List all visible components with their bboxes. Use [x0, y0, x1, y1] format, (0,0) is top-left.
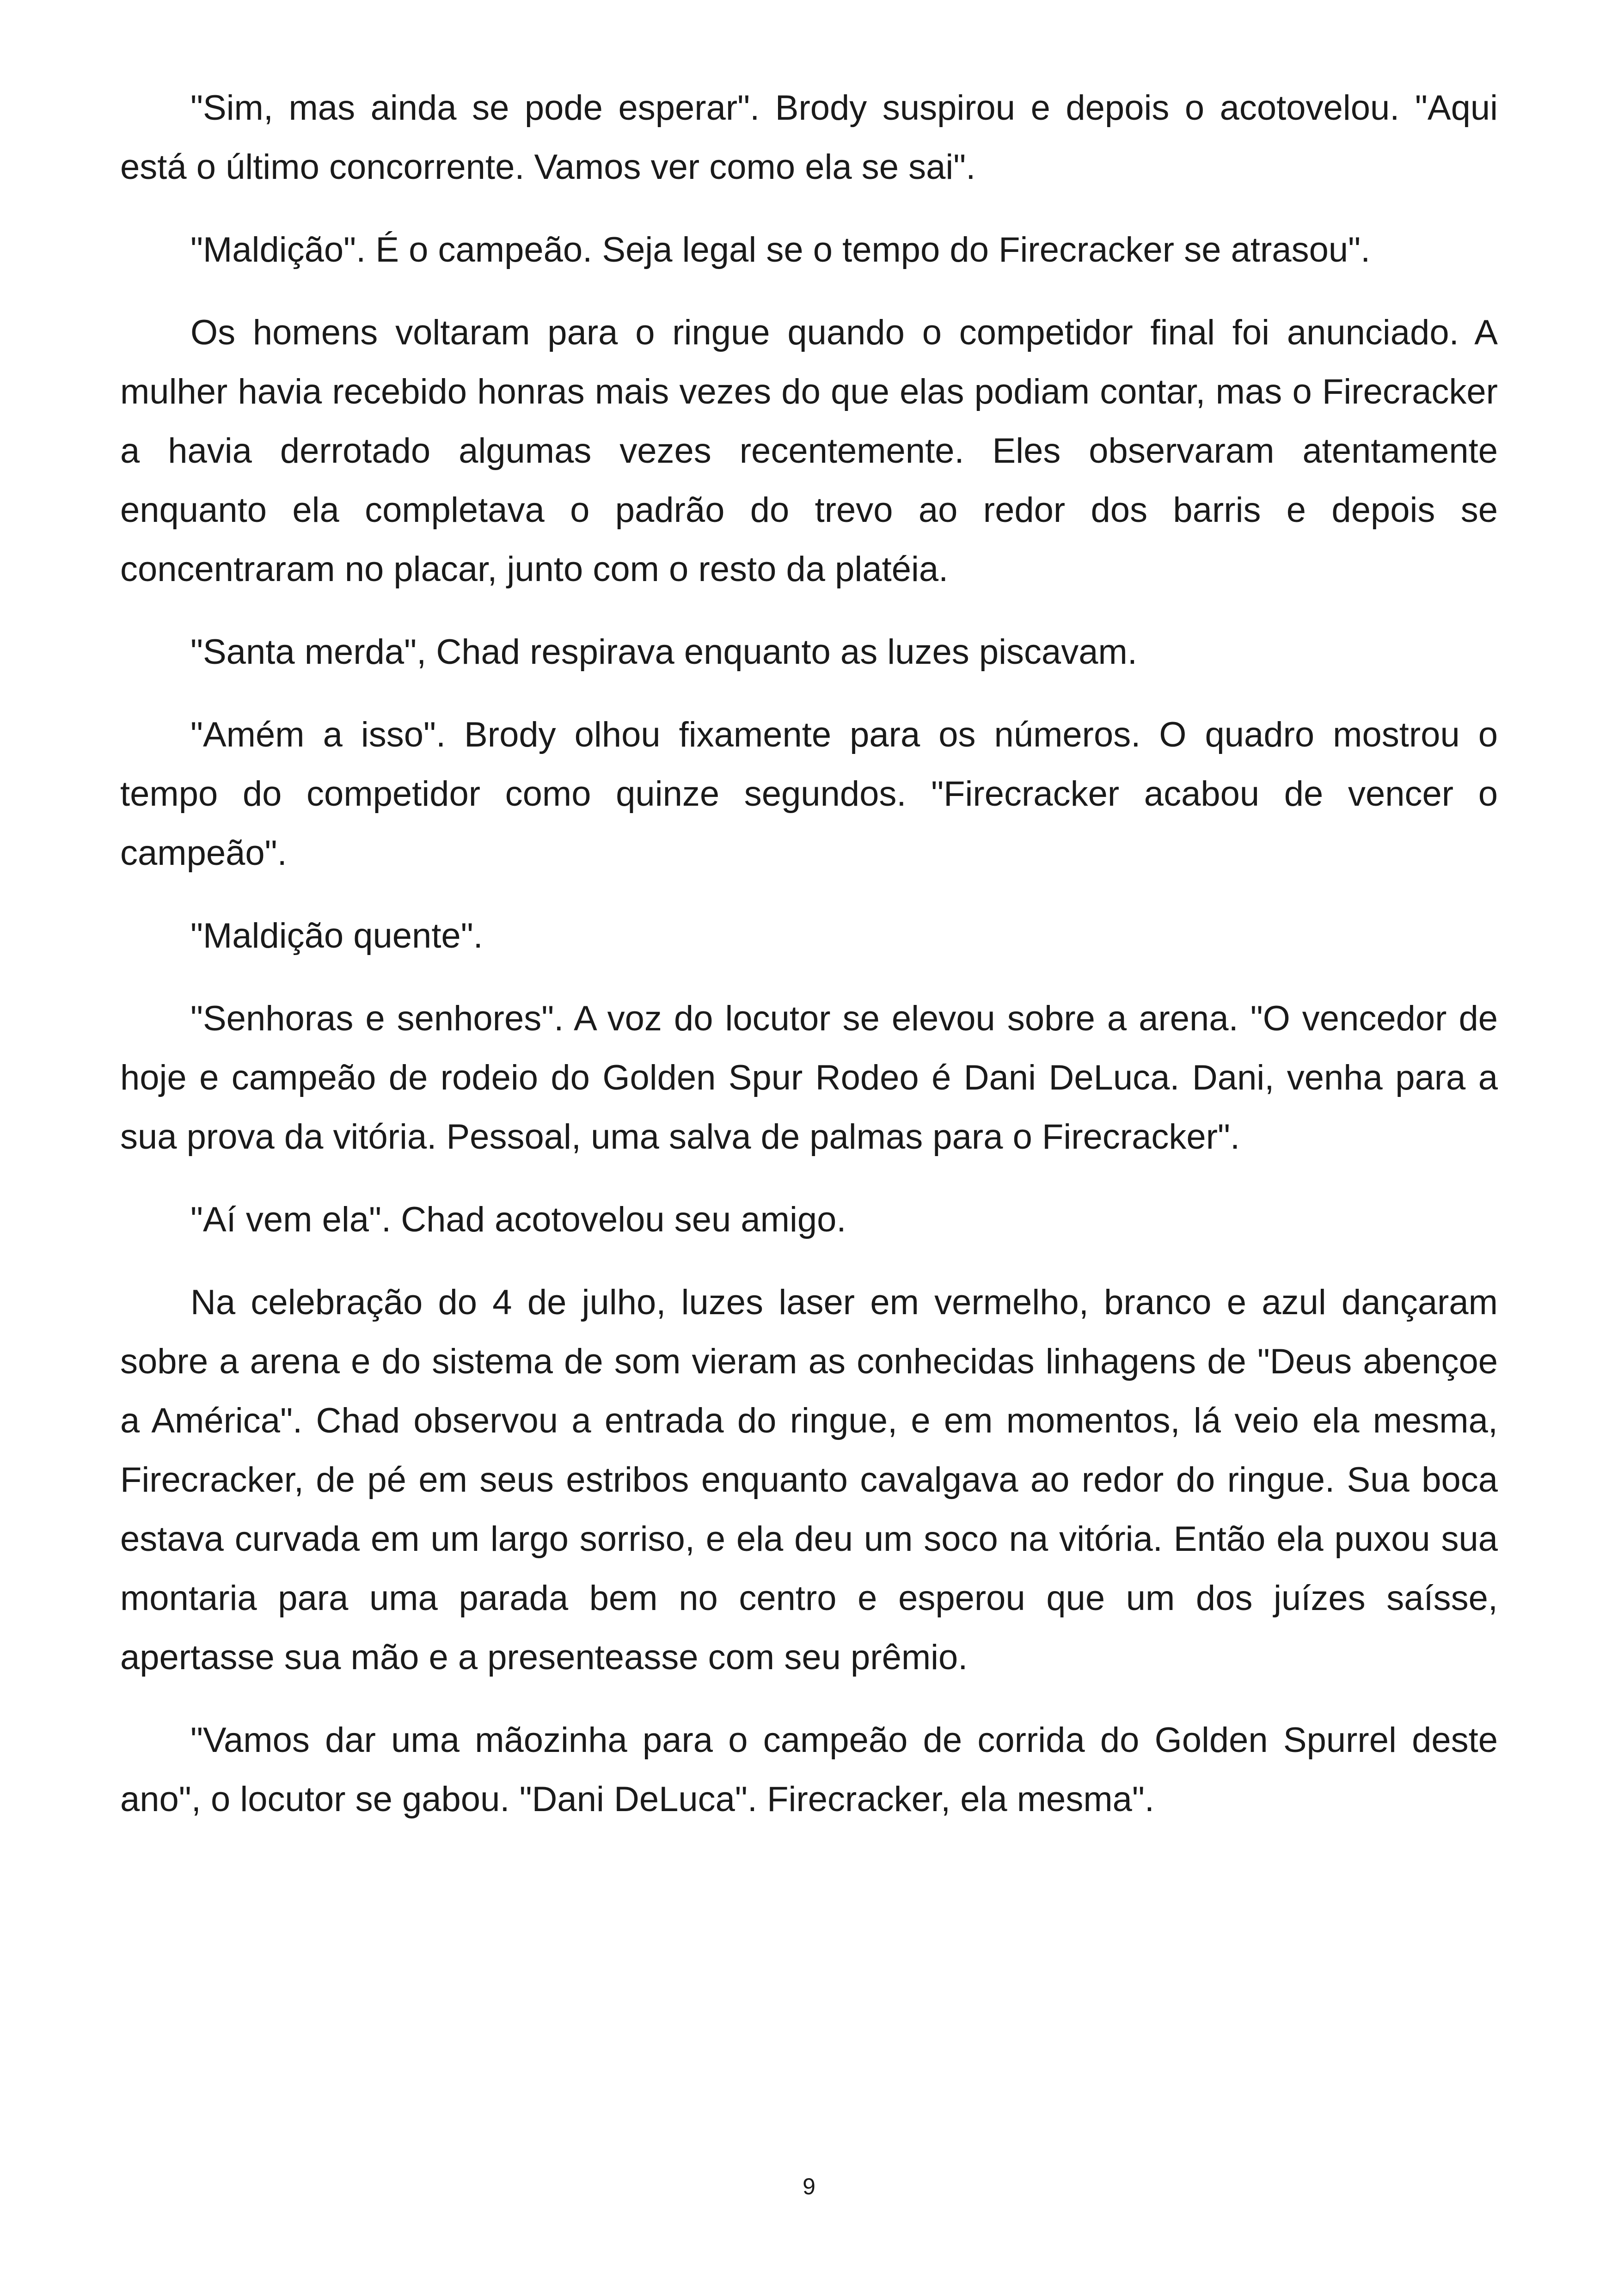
paragraph: "Santa merda", Chad respirava enquanto as luzes piscavam. [190, 632, 1137, 672]
paragraph: "Maldição quente". [190, 916, 483, 955]
page-number: 9 [803, 2174, 815, 2199]
paragraph: Na celebração do 4 de julho, luzes laser em vermelho, branco e azul dançaram sobre a arena e do sistema de som vieram as conhecidas linhagens de "Deus abençoe a América". Chad observou a entrada do ringue, e em momentos, lá veio ela mesma, Firecracker, de pé em seus estribos enquanto cavalgava ao redor do ringue. Sua boca estava curvada em um largo sorriso, e ela deu um soco na vitória. Então ela puxou sua montaria para uma parada bem no centro e esperou que um dos juízes saísse, apertasse sua mão e a presenteasse com seu prêmio. [120, 1283, 1498, 1677]
paragraph: "Maldição". É o campeão. Seja legal se o tempo do Firecracker se atrasou". [190, 230, 1371, 269]
paragraph: "Aí vem ela". Chad acotovelou seu amigo. [190, 1200, 846, 1239]
paragraph: "Vamos dar uma mãozinha para o campeão de corrida do Golden Spurrel deste ano", o locutor se gabou. "Dani DeLuca". Firecracker, ela mesma". [120, 1720, 1498, 1819]
paragraph: "Sim, mas ainda se pode esperar". Brody suspirou e depois o acotovelou. "Aqui está o último concorrente. Vamos ver como ela se sai". [120, 88, 1498, 187]
paragraph: Os homens voltaram para o ringue quando o competidor final foi anunciado. A mulher havia recebido honras mais vezes do que elas podiam contar, mas o Firecracker a havia derrotado algumas vezes recentemente. Eles observaram atentamente enquanto ela completava o padrão do trevo ao redor dos barris e depois se concentraram no placar, junto com o resto da platéia. [120, 313, 1498, 589]
paragraph: "Amém a isso". Brody olhou fixamente para os números. O quadro mostrou o tempo do competidor como quinze segundos. "Firecracker acabou de vencer o campeão". [120, 715, 1498, 873]
paragraph: "Senhoras e senhores". A voz do locutor se elevou sobre a arena. "O vencedor de hoje e campeão de rodeio do Golden Spur Rodeo é Dani DeLuca. Dani, venha para a sua prova da vitória. Pessoal, uma salva de palmas para o Firecracker". [120, 999, 1498, 1157]
body-text [120, 79, 1498, 1853]
